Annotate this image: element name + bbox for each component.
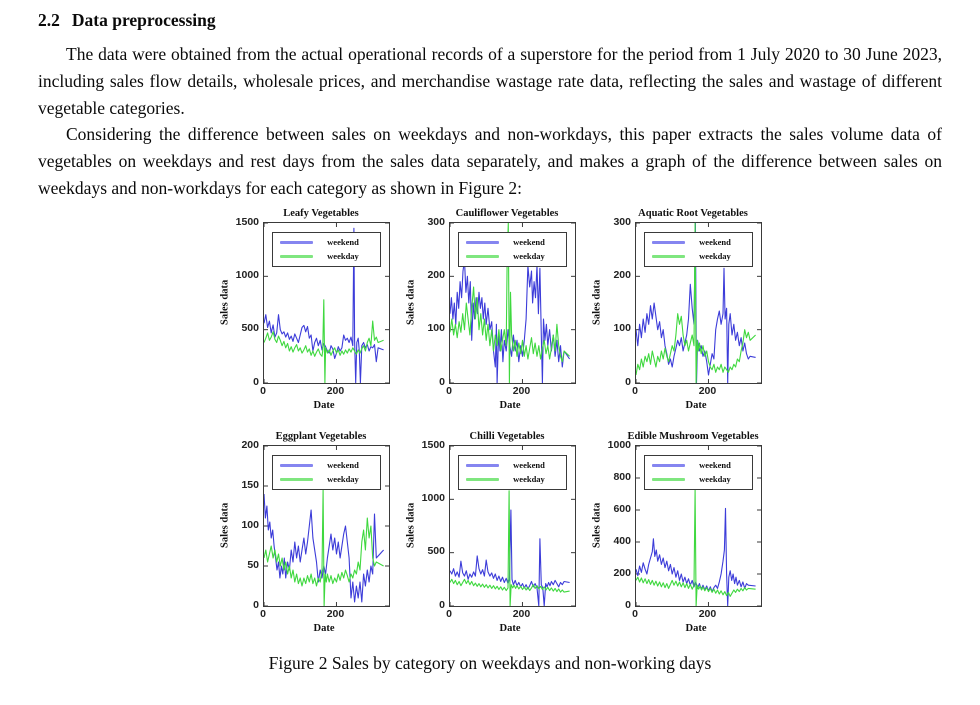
paragraph-2: Considering the difference between sales on weekdays and non-workdays, this paper extracts the sales volume data of vegetables on weekdays and rest days from the sales data separately, and makes a graph of the difference between sales on weekdays and non-workdays for each category as shown in Figure 2: bbox=[38, 124, 942, 198]
y-axis-label: Sales data bbox=[591, 279, 603, 325]
y-tick-label: 0 bbox=[625, 598, 631, 611]
figure-grid bbox=[218, 207, 762, 636]
legend-label-weekend: weekend bbox=[513, 236, 545, 247]
y-tick-label: 0 bbox=[625, 375, 631, 388]
subplot-aquatic-root-vegetables bbox=[590, 207, 762, 413]
legend bbox=[272, 232, 381, 267]
y-axis-label: Sales data bbox=[591, 502, 603, 548]
x-axis-label: Date bbox=[313, 399, 335, 411]
legend-label-weekday: weekday bbox=[699, 250, 731, 261]
x-axis-label: Date bbox=[499, 399, 521, 411]
x-tick-label: 200 bbox=[698, 384, 717, 397]
weekday-line-swatch bbox=[652, 255, 685, 258]
legend-row-weekend bbox=[652, 238, 745, 247]
subplot-title: Aquatic Root Vegetables bbox=[638, 207, 748, 219]
y-tick-label: 1000 bbox=[421, 492, 445, 505]
y-tick-label: 300 bbox=[427, 215, 445, 228]
x-axis-ticks bbox=[446, 384, 574, 398]
series-weekday bbox=[264, 300, 384, 383]
legend bbox=[458, 232, 567, 267]
y-tick-label: 0 bbox=[253, 598, 259, 611]
plot-area bbox=[263, 445, 390, 607]
x-tick-label: 0 bbox=[446, 607, 452, 620]
x-tick-label: 200 bbox=[326, 384, 345, 397]
legend-label-weekend: weekend bbox=[327, 459, 359, 470]
section-number: 2.2 bbox=[38, 10, 60, 30]
x-tick-label: 200 bbox=[326, 607, 345, 620]
y-tick-label: 200 bbox=[613, 566, 631, 579]
y-axis-ticks bbox=[418, 215, 449, 388]
legend bbox=[644, 232, 753, 267]
subplot-chilli-vegetables bbox=[404, 430, 576, 636]
y-tick-label: 150 bbox=[241, 478, 259, 491]
x-tick-label: 0 bbox=[260, 607, 266, 620]
legend-label-weekday: weekday bbox=[513, 473, 545, 484]
legend-row-weekend bbox=[280, 461, 373, 470]
weekday-line-swatch bbox=[280, 478, 313, 481]
subplot-eggplant-vegetables bbox=[218, 430, 390, 636]
x-axis-ticks bbox=[632, 607, 760, 621]
x-tick-label: 0 bbox=[260, 384, 266, 397]
series-weekday bbox=[450, 491, 570, 606]
x-tick-label: 200 bbox=[698, 607, 717, 620]
y-tick-label: 200 bbox=[427, 269, 445, 282]
y-axis-label: Sales data bbox=[219, 279, 231, 325]
x-tick-label: 200 bbox=[512, 607, 531, 620]
legend-row-weekday bbox=[466, 252, 559, 261]
weekend-line-swatch bbox=[466, 464, 499, 467]
subplot-title: Chilli Vegetables bbox=[469, 430, 545, 442]
x-axis-label: Date bbox=[685, 622, 707, 634]
plot-area bbox=[449, 445, 576, 607]
subplot-leafy-vegetables bbox=[218, 207, 390, 413]
y-tick-label: 0 bbox=[439, 375, 445, 388]
x-tick-label: 200 bbox=[512, 384, 531, 397]
weekend-line-swatch bbox=[280, 241, 313, 244]
legend-row-weekday bbox=[652, 475, 745, 484]
y-tick-label: 400 bbox=[613, 534, 631, 547]
x-axis-ticks bbox=[446, 607, 574, 621]
y-axis-label: Sales data bbox=[405, 279, 417, 325]
y-tick-label: 100 bbox=[427, 322, 445, 335]
y-tick-label: 600 bbox=[613, 502, 631, 515]
legend-row-weekday bbox=[652, 252, 745, 261]
y-tick-label: 0 bbox=[439, 598, 445, 611]
weekend-line-swatch bbox=[652, 241, 685, 244]
legend-label-weekend: weekend bbox=[327, 236, 359, 247]
y-tick-label: 500 bbox=[427, 545, 445, 558]
legend-row-weekend bbox=[466, 238, 559, 247]
y-axis-ticks bbox=[232, 438, 263, 611]
x-tick-label: 0 bbox=[632, 384, 638, 397]
paragraph-1: The data were obtained from the actual operational records of a superstore for the period from 1 July 2020 to 30 June 2023, including sales flow details, wholesale prices, and merchandise wastage rate data, reflecting the sales and wastage of different vegetable categories. bbox=[38, 44, 942, 118]
y-axis-ticks bbox=[418, 438, 449, 611]
weekday-line-swatch bbox=[466, 255, 499, 258]
y-tick-label: 1500 bbox=[421, 438, 445, 451]
y-axis-ticks bbox=[604, 215, 635, 388]
weekday-line-swatch bbox=[280, 255, 313, 258]
plot-area bbox=[635, 222, 762, 384]
y-tick-label: 1000 bbox=[235, 269, 259, 282]
y-tick-label: 100 bbox=[613, 322, 631, 335]
legend bbox=[458, 455, 567, 490]
legend-row-weekend bbox=[466, 461, 559, 470]
legend-label-weekday: weekday bbox=[513, 250, 545, 261]
y-axis-ticks bbox=[232, 215, 263, 388]
weekday-line-swatch bbox=[466, 478, 499, 481]
subplot-title: Cauliflower Vegetables bbox=[455, 207, 559, 219]
legend-row-weekend bbox=[280, 238, 373, 247]
y-axis-label: Sales data bbox=[219, 502, 231, 548]
x-axis-ticks bbox=[632, 384, 760, 398]
y-tick-label: 0 bbox=[253, 375, 259, 388]
x-tick-label: 0 bbox=[446, 384, 452, 397]
subplot-title: Eggplant Vegetables bbox=[275, 430, 367, 442]
x-axis-label: Date bbox=[499, 622, 521, 634]
plot-area bbox=[635, 445, 762, 607]
legend-label-weekend: weekend bbox=[699, 459, 731, 470]
subplot-title: Edible Mushroom Vegetables bbox=[627, 430, 759, 442]
y-axis-ticks bbox=[604, 438, 635, 611]
figure-caption: Figure 2 Sales by category on weekdays and non-working days bbox=[268, 652, 712, 673]
legend-label-weekday: weekday bbox=[327, 473, 359, 484]
y-tick-label: 300 bbox=[613, 215, 631, 228]
subplot-title: Leafy Vegetables bbox=[283, 207, 359, 219]
section-title: Data preprocessing bbox=[71, 10, 216, 30]
legend-row-weekend bbox=[652, 461, 745, 470]
x-tick-label: 0 bbox=[632, 607, 638, 620]
weekend-line-swatch bbox=[466, 241, 499, 244]
y-tick-label: 500 bbox=[241, 322, 259, 335]
x-axis-ticks bbox=[260, 384, 388, 398]
weekend-line-swatch bbox=[280, 464, 313, 467]
section-heading bbox=[38, 10, 942, 31]
legend bbox=[644, 455, 753, 490]
legend-row-weekday bbox=[280, 475, 373, 484]
y-tick-label: 1000 bbox=[607, 438, 631, 451]
x-axis-label: Date bbox=[313, 622, 335, 634]
y-tick-label: 1500 bbox=[235, 215, 259, 228]
y-tick-label: 200 bbox=[241, 438, 259, 451]
subplot-edible-mushroom-vegetables bbox=[590, 430, 762, 636]
legend-row-weekday bbox=[280, 252, 373, 261]
plot-area bbox=[263, 222, 390, 384]
figure-2 bbox=[38, 207, 942, 674]
y-tick-label: 50 bbox=[247, 558, 259, 571]
y-tick-label: 800 bbox=[613, 470, 631, 483]
legend-label-weekend: weekend bbox=[699, 236, 731, 247]
legend-row-weekday bbox=[466, 475, 559, 484]
y-tick-label: 200 bbox=[613, 269, 631, 282]
plot-area bbox=[449, 222, 576, 384]
weekday-line-swatch bbox=[652, 478, 685, 481]
x-axis-ticks bbox=[260, 607, 388, 621]
x-axis-label: Date bbox=[685, 399, 707, 411]
legend-label-weekday: weekday bbox=[699, 473, 731, 484]
subplot-cauliflower-vegetables bbox=[404, 207, 576, 413]
legend-label-weekend: weekend bbox=[513, 459, 545, 470]
legend bbox=[272, 455, 381, 490]
series-weekday bbox=[264, 490, 384, 606]
legend-label-weekday: weekday bbox=[327, 250, 359, 261]
weekend-line-swatch bbox=[652, 464, 685, 467]
y-axis-label: Sales data bbox=[405, 502, 417, 548]
y-tick-label: 100 bbox=[241, 518, 259, 531]
